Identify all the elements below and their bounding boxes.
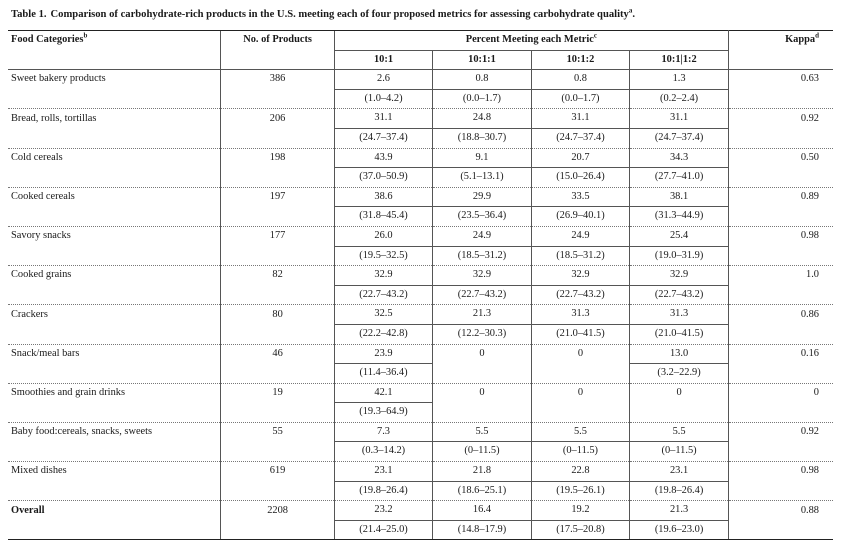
product-count: 82 [221, 266, 334, 286]
product-count: 197 [221, 187, 334, 207]
kappa-value: 0.98 [800, 230, 819, 242]
table-header [8, 31, 833, 70]
metric-ci: (17.5–20.8) [531, 520, 629, 540]
table-row [8, 109, 833, 129]
metric-ci: (11.4–36.4) [334, 364, 432, 384]
table-row [8, 383, 833, 403]
row-spacer [8, 520, 221, 540]
row-spacer [728, 207, 833, 227]
header-percent-meeting [334, 31, 728, 51]
row-spacer [728, 168, 833, 188]
metric-percent: 24.8 [433, 109, 531, 129]
metric-ci: (24.7–37.4) [630, 128, 729, 148]
metric-percent: 0 [531, 344, 629, 364]
food-category: Cold cereals [11, 151, 63, 163]
metric-ci: (21.4–25.0) [334, 520, 432, 540]
product-count: 177 [221, 226, 334, 246]
metric-percent: 31.3 [630, 305, 729, 325]
table-row-ci [8, 207, 833, 227]
metric-ci [531, 403, 629, 423]
metric-percent: 31.1 [630, 109, 729, 129]
table-row-ci [8, 128, 833, 148]
row-spacer [728, 364, 833, 384]
table-row-ci [8, 403, 833, 423]
row-spacer [221, 285, 334, 305]
metric-ci: (19.3–64.9) [334, 403, 432, 423]
metric-percent: 5.5 [433, 422, 531, 442]
metric-percent: 34.3 [630, 148, 729, 168]
metric-ci: (22.7–43.2) [531, 285, 629, 305]
metric-percent: 38.6 [334, 187, 432, 207]
metric-percent: 13.0 [630, 344, 729, 364]
metric-percent: 23.1 [334, 462, 432, 482]
table-row-ci [8, 168, 833, 188]
metric-ci: (21.0–41.5) [630, 324, 729, 344]
data-table [8, 30, 833, 540]
row-spacer [8, 481, 221, 501]
metric-ci: (0–11.5) [630, 442, 729, 462]
metric-percent: 32.9 [334, 266, 432, 286]
metric-percent: 21.3 [433, 305, 531, 325]
metric-percent: 31.1 [334, 109, 432, 129]
row-spacer [221, 207, 334, 227]
metric-ci: (14.8–17.9) [433, 520, 531, 540]
table-row [8, 422, 833, 442]
metric-ci: (31.3–44.9) [630, 207, 729, 227]
metric-ci [630, 403, 729, 423]
metric-ci: (19.6–23.0) [630, 520, 729, 540]
metric-percent: 23.1 [630, 462, 729, 482]
metric-percent: 32.9 [433, 266, 531, 286]
food-category: Savory snacks [11, 230, 71, 242]
metric-percent: 0.8 [531, 70, 629, 90]
row-spacer [728, 403, 833, 423]
product-count: 55 [221, 422, 334, 442]
metric-ci: (5.1–13.1) [433, 168, 531, 188]
metric-percent: 33.5 [531, 187, 629, 207]
metric-percent: 26.0 [334, 226, 432, 246]
metric-percent: 21.3 [630, 501, 729, 521]
row-spacer [8, 246, 221, 266]
food-category: Cooked grains [11, 269, 72, 281]
metric-percent: 5.5 [531, 422, 629, 442]
metric-percent: 0.8 [433, 70, 531, 90]
row-spacer [221, 481, 334, 501]
metric-ci: (18.5–31.2) [531, 246, 629, 266]
kappa-value: 0.89 [800, 191, 819, 202]
metric-percent: 16.4 [433, 501, 531, 521]
metric-percent: 22.8 [531, 462, 629, 482]
metric-percent: 21.8 [433, 462, 531, 482]
metric-percent: 0 [433, 344, 531, 364]
metric-ci [531, 364, 629, 384]
header-kappa-label: Kappa [785, 34, 816, 45]
table-row-ci [8, 364, 833, 384]
row-spacer [8, 207, 221, 227]
row-spacer [221, 364, 334, 384]
kappa-value: 0 [813, 386, 819, 398]
metric-ci: (31.8–45.4) [334, 207, 432, 227]
header-metric: 10:1:2 [531, 50, 629, 70]
metric-ci: (27.7–41.0) [630, 168, 729, 188]
metric-ci: (15.0–26.4) [531, 168, 629, 188]
metric-ci [433, 403, 531, 423]
row-spacer [221, 324, 334, 344]
metric-percent: 42.1 [334, 383, 432, 403]
table-row [8, 462, 833, 482]
metric-percent: 23.2 [334, 501, 432, 521]
metric-ci: (22.7–43.2) [334, 285, 432, 305]
product-count: 198 [221, 148, 334, 168]
header-kappa-sup: d [815, 31, 819, 40]
metric-percent: 32.9 [531, 266, 629, 286]
metric-percent: 1.3 [630, 70, 729, 90]
metric-ci: (37.0–50.9) [334, 168, 432, 188]
kappa-value: 1.0 [806, 269, 819, 281]
metric-percent: 32.9 [630, 266, 729, 286]
metric-percent: 0 [630, 383, 729, 403]
metric-percent: 29.9 [433, 187, 531, 207]
metric-percent: 25.4 [630, 226, 729, 246]
row-spacer [8, 285, 221, 305]
row-spacer [728, 285, 833, 305]
table-row [8, 226, 833, 246]
row-spacer [8, 403, 221, 423]
metric-ci: (24.7–37.4) [531, 128, 629, 148]
table-body [8, 70, 833, 540]
metric-percent: 32.5 [334, 305, 432, 325]
product-count: 206 [221, 109, 334, 129]
metric-ci [433, 364, 531, 384]
kappa-value: 0.98 [800, 465, 819, 477]
header-metric: 10:1:1 [433, 50, 531, 70]
caption-text: Comparison of carbohydrate-rich products in the U.S. meeting each of four proposed metrics for assessing carbohydrate quality [50, 9, 629, 20]
header-no-products: No. of Products [221, 31, 334, 70]
metric-ci: (18.8–30.7) [433, 128, 531, 148]
metric-percent: 19.2 [531, 501, 629, 521]
product-count: 46 [221, 344, 334, 364]
food-category: Overall [11, 504, 45, 516]
metric-ci: (0–11.5) [531, 442, 629, 462]
product-count: 386 [221, 70, 334, 90]
metric-percent: 31.1 [531, 109, 629, 129]
metric-ci: (22.7–43.2) [433, 285, 531, 305]
metric-percent: 5.5 [630, 422, 729, 442]
caption-label: Table 1. [11, 9, 47, 20]
row-spacer [221, 442, 334, 462]
row-spacer [728, 89, 833, 109]
row-spacer [221, 89, 334, 109]
metric-percent: 9.1 [433, 148, 531, 168]
table-row [8, 266, 833, 286]
row-spacer [221, 128, 334, 148]
row-spacer [728, 442, 833, 462]
food-category: Baby food:cereals, snacks, sweets [11, 426, 153, 438]
caption-end: . [632, 9, 636, 20]
metric-percent: 7.3 [334, 422, 432, 442]
metric-ci: (19.0–31.9) [630, 246, 729, 266]
kappa-value: 0.50 [800, 151, 819, 163]
metric-ci: (19.5–32.5) [334, 246, 432, 266]
metric-percent: 31.3 [531, 305, 629, 325]
table-row [8, 344, 833, 364]
header-metric: 10:1|1:2 [630, 50, 729, 70]
metric-ci: (22.7–43.2) [630, 285, 729, 305]
metric-ci: (18.5–31.2) [433, 246, 531, 266]
kappa-value: 0.92 [800, 112, 819, 124]
row-spacer [8, 442, 221, 462]
metric-ci: (18.6–25.1) [433, 481, 531, 501]
metric-ci: (21.0–41.5) [531, 324, 629, 344]
product-count: 19 [221, 383, 334, 403]
metric-percent: 24.9 [531, 226, 629, 246]
metric-percent: 24.9 [433, 226, 531, 246]
food-category: Sweet bakery products [11, 73, 106, 85]
kappa-value: 0.92 [800, 426, 819, 438]
kappa-value: 0.86 [800, 308, 819, 320]
caption-footnote-marker: a [628, 6, 633, 15]
header-food-sup: b [83, 31, 88, 40]
row-spacer [8, 89, 221, 109]
metric-percent: 23.9 [334, 344, 432, 364]
row-spacer [221, 520, 334, 540]
table-row [8, 148, 833, 168]
row-spacer [728, 481, 833, 501]
table-row-ci [8, 481, 833, 501]
metric-ci: (26.9–40.1) [531, 207, 629, 227]
row-spacer [221, 246, 334, 266]
metric-percent: 43.9 [334, 148, 432, 168]
row-spacer [728, 246, 833, 266]
table-row [8, 187, 833, 207]
metric-ci: (0.2–2.4) [630, 89, 729, 109]
food-category: Smoothies and grain drinks [11, 386, 125, 398]
header-percent-label: Percent Meeting each Metric [465, 34, 594, 45]
row-spacer [728, 324, 833, 344]
row-spacer [8, 128, 221, 148]
row-spacer [8, 324, 221, 344]
metric-percent: 38.1 [630, 187, 729, 207]
kappa-value: 0.88 [800, 504, 819, 516]
metric-percent: 20.7 [531, 148, 629, 168]
row-spacer [8, 168, 221, 188]
metric-ci: (23.5–36.4) [433, 207, 531, 227]
metric-ci: (19.5–26.1) [531, 481, 629, 501]
row-spacer [221, 403, 334, 423]
product-count: 619 [221, 462, 334, 482]
row-spacer [728, 128, 833, 148]
row-spacer [728, 520, 833, 540]
metric-ci: (12.2–30.3) [433, 324, 531, 344]
metric-ci: (0.3–14.2) [334, 442, 432, 462]
metric-ci: (19.8–26.4) [630, 481, 729, 501]
product-count: 2208 [221, 501, 334, 521]
table-row-ci [8, 285, 833, 305]
table-row [8, 70, 833, 90]
table-row-ci [8, 89, 833, 109]
header-percent-sup: c [593, 31, 598, 40]
table-row [8, 501, 833, 521]
kappa-value: 0.16 [800, 347, 819, 359]
table-row-ci [8, 324, 833, 344]
table-row-ci [8, 246, 833, 266]
metric-percent: 0 [531, 383, 629, 403]
table-row [8, 305, 833, 325]
metric-percent: 2.6 [334, 70, 432, 90]
food-category: Snack/meal bars [11, 347, 80, 359]
table-row-ci [8, 520, 833, 540]
kappa-value: 0.63 [800, 73, 819, 85]
metric-ci: (24.7–37.4) [334, 128, 432, 148]
row-spacer [8, 364, 221, 384]
metric-ci: (22.2–42.8) [334, 324, 432, 344]
header-kappa [728, 31, 833, 70]
product-count: 80 [221, 305, 334, 325]
food-category: Crackers [11, 308, 48, 320]
table-caption [11, 6, 636, 20]
metric-ci: (3.2–22.9) [630, 364, 729, 384]
metric-percent: 0 [433, 383, 531, 403]
food-category: Mixed dishes [11, 465, 67, 477]
header-food-label: Food Categories [11, 34, 84, 45]
food-category: Bread, rolls, tortillas [11, 112, 97, 124]
food-category: Cooked cereals [11, 191, 75, 202]
metric-ci: (0.0–1.7) [433, 89, 531, 109]
header-food-categories [8, 31, 221, 70]
metric-ci: (0–11.5) [433, 442, 531, 462]
table-row-ci [8, 442, 833, 462]
metric-ci: (1.0–4.2) [334, 89, 432, 109]
header-metric: 10:1 [334, 50, 432, 70]
metric-ci: (0.0–1.7) [531, 89, 629, 109]
metric-ci: (19.8–26.4) [334, 481, 432, 501]
row-spacer [221, 168, 334, 188]
